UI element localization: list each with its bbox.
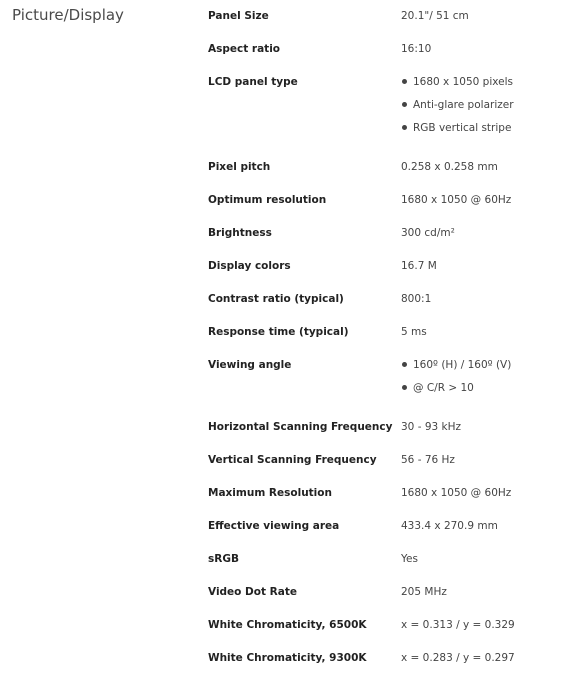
spec-row-response-time xyxy=(208,316,558,349)
list-item xyxy=(401,122,558,135)
list-item xyxy=(401,382,558,395)
bullet-text: Anti-glare polarizer xyxy=(413,99,514,111)
spec-label: Optimum resolution xyxy=(208,194,327,206)
spec-label: Vertical Scanning Frequency xyxy=(208,454,377,466)
spec-row-contrast-ratio xyxy=(208,283,558,316)
spec-value: 56 - 76 Hz xyxy=(401,454,455,466)
spec-row-vertical-scanning-frequency xyxy=(208,444,558,477)
spec-value: x = 0.283 / y = 0.297 xyxy=(401,652,515,664)
spec-row-brightness xyxy=(208,217,558,250)
spec-row-white-chromaticity-6500k xyxy=(208,609,558,642)
spec-label: Panel Size xyxy=(208,10,269,22)
spec-row-viewing-angle xyxy=(208,349,558,411)
spec-label: Aspect ratio xyxy=(208,43,281,55)
spec-row-srgb xyxy=(208,543,558,576)
list-item xyxy=(401,76,558,89)
bullet-icon xyxy=(402,79,407,84)
spec-row-pixel-pitch xyxy=(208,151,558,184)
spec-label: Contrast ratio (typical) xyxy=(208,293,344,305)
spec-value-list xyxy=(401,359,558,395)
spec-row-horizontal-scanning-frequency xyxy=(208,411,558,444)
spec-value: 300 cd/m² xyxy=(401,227,455,239)
spec-row-video-dot-rate xyxy=(208,576,558,609)
spec-label: Maximum Resolution xyxy=(208,487,332,499)
spec-value: 433.4 x 270.9 mm xyxy=(401,520,498,532)
spec-row-aspect-ratio xyxy=(208,33,558,66)
bullet-list xyxy=(401,76,558,135)
spec-label: Video Dot Rate xyxy=(208,586,297,598)
spec-label: Display colors xyxy=(208,260,291,272)
spec-label: LCD panel type xyxy=(208,76,298,88)
bullet-icon xyxy=(402,362,407,367)
bullet-icon xyxy=(402,125,407,130)
spec-value: 205 MHz xyxy=(401,586,447,598)
spec-label: Effective viewing area xyxy=(208,520,340,532)
spec-value: Yes xyxy=(401,553,418,565)
bullet-list xyxy=(401,359,558,395)
spec-value: x = 0.313 / y = 0.329 xyxy=(401,619,515,631)
spec-value: 16.7 M xyxy=(401,260,437,272)
bullet-text: RGB vertical stripe xyxy=(413,122,512,134)
spec-row-effective-viewing-area xyxy=(208,510,558,543)
list-item xyxy=(401,359,558,372)
spec-value: 1680 x 1050 @ 60Hz xyxy=(401,487,512,499)
spec-label: White Chromaticity, 6500K xyxy=(208,619,367,631)
spec-label: sRGB xyxy=(208,553,239,565)
spec-label: Horizontal Scanning Frequency xyxy=(208,421,393,433)
bullet-text: 1680 x 1050 pixels xyxy=(413,76,513,88)
bullet-text: @ C/R > 10 xyxy=(413,382,474,394)
spec-table xyxy=(208,0,558,675)
spec-row-lcd-panel-type xyxy=(208,66,558,151)
spec-value: 0.258 x 0.258 mm xyxy=(401,161,498,173)
spec-value: 800:1 xyxy=(401,293,432,305)
spec-row-panel-size xyxy=(208,0,558,33)
spec-label: Response time (typical) xyxy=(208,326,349,338)
spec-value: 20.1"/ 51 cm xyxy=(401,10,469,22)
bullet-icon xyxy=(402,385,407,390)
spec-value-list xyxy=(401,76,558,135)
spec-label: Viewing angle xyxy=(208,359,292,371)
spec-row-display-colors xyxy=(208,250,558,283)
spec-label: Pixel pitch xyxy=(208,161,271,173)
bullet-icon xyxy=(402,102,407,107)
spec-value: 1680 x 1050 @ 60Hz xyxy=(401,194,512,206)
spec-value: 5 ms xyxy=(401,326,427,338)
section-title: Picture/Display xyxy=(12,6,124,24)
spec-row-white-chromaticity-9300k xyxy=(208,642,558,675)
spec-value: 16:10 xyxy=(401,43,432,55)
spec-label: Brightness xyxy=(208,227,272,239)
bullet-text: 160º (H) / 160º (V) xyxy=(413,359,512,371)
spec-value: 30 - 93 kHz xyxy=(401,421,462,433)
spec-label: White Chromaticity, 9300K xyxy=(208,652,367,664)
spec-row-maximum-resolution xyxy=(208,477,558,510)
spec-row-optimum-resolution xyxy=(208,184,558,217)
list-item xyxy=(401,99,558,112)
